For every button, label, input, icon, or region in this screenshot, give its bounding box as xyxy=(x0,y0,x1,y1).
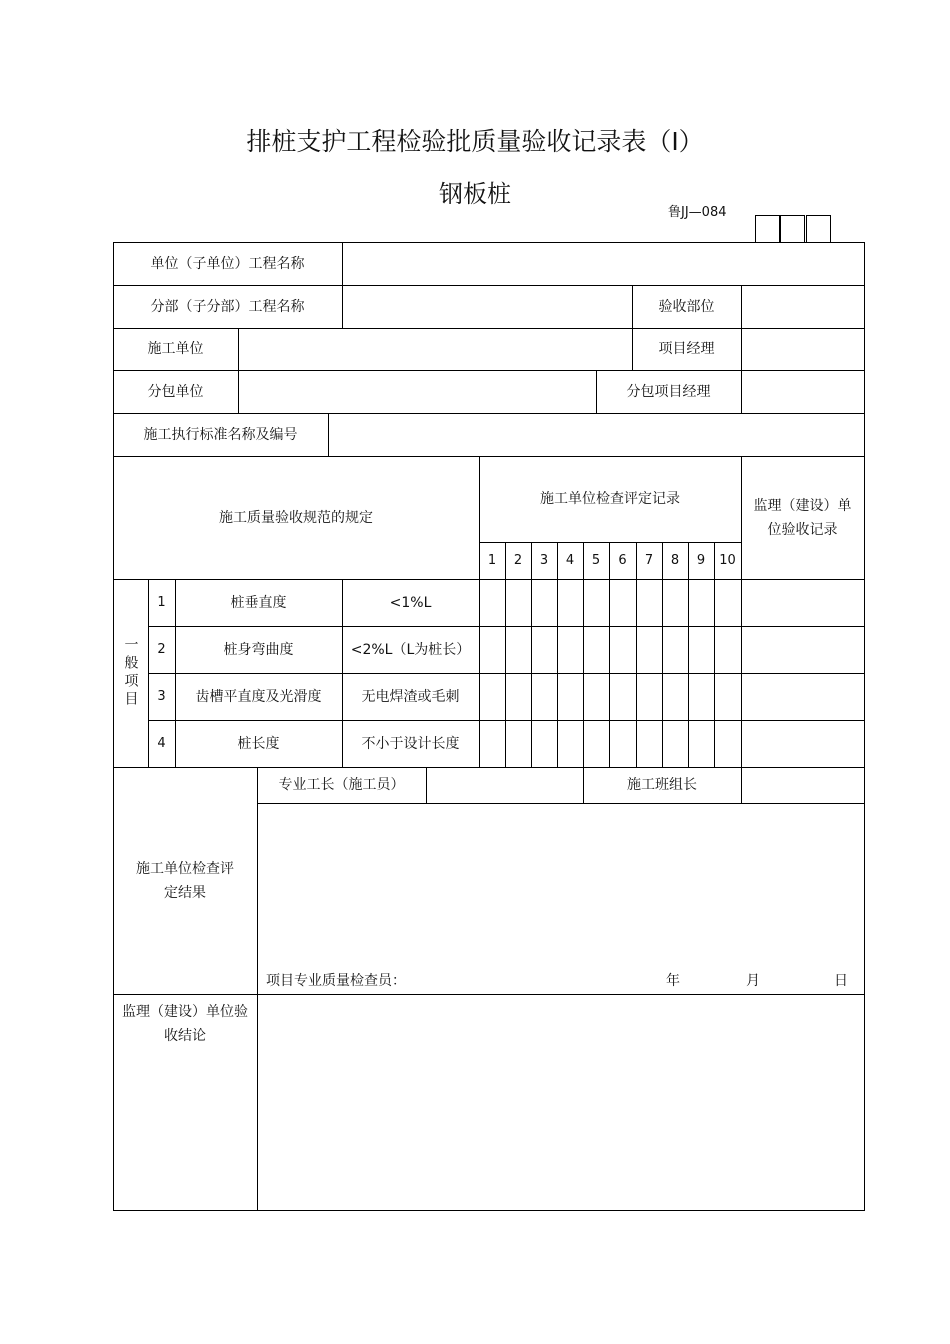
form-code: 鲁JJ—084 xyxy=(668,205,727,220)
record-cell[interactable] xyxy=(479,579,505,626)
record-cell[interactable] xyxy=(557,720,583,767)
column-number-7: 7 xyxy=(644,552,654,568)
supervision-cell[interactable] xyxy=(741,626,864,673)
record-cell[interactable] xyxy=(714,673,741,720)
item-name: 齿槽平直度及光滑度 xyxy=(195,688,322,705)
record-cell[interactable] xyxy=(662,626,688,673)
column-number-1: 1 xyxy=(487,552,497,568)
item-number: 4 xyxy=(157,735,166,751)
acceptance-part-field[interactable] xyxy=(741,285,864,328)
record-cell[interactable] xyxy=(714,720,741,767)
record-cell[interactable] xyxy=(662,673,688,720)
column-number-6: 6 xyxy=(618,552,627,568)
code-box-2[interactable] xyxy=(780,215,805,242)
item-standard: 不小于设计长度 xyxy=(361,735,460,752)
record-cell[interactable] xyxy=(636,626,662,673)
grid-line xyxy=(113,1210,865,1211)
month-label: 月 xyxy=(746,973,760,989)
item-standard: <1%L xyxy=(389,594,432,611)
code-box-1[interactable] xyxy=(755,215,780,242)
record-cell[interactable] xyxy=(714,626,741,673)
item-name: 桩垂直度 xyxy=(230,594,287,611)
column-number-2: 2 xyxy=(513,552,523,568)
record-cell[interactable] xyxy=(688,579,714,626)
record-cell[interactable] xyxy=(479,673,505,720)
grid-line xyxy=(864,242,865,1211)
column-number-4: 4 xyxy=(565,552,575,568)
day-label: 日 xyxy=(834,973,848,989)
sub-project-name-field[interactable] xyxy=(342,285,632,328)
column-number-3: 3 xyxy=(539,552,549,568)
subcontract-unit-field[interactable] xyxy=(238,370,596,413)
code-box-3[interactable] xyxy=(806,215,831,242)
item-name: 桩身弯曲度 xyxy=(223,641,294,658)
supervision-record-header: 监理（建设）单位验收记录 xyxy=(753,497,852,538)
item-number: 3 xyxy=(157,688,166,704)
year-label: 年 xyxy=(666,973,680,989)
standard-name-field[interactable] xyxy=(328,413,864,456)
column-number-8: 8 xyxy=(670,552,680,568)
record-cell[interactable] xyxy=(662,720,688,767)
subcontract-unit-label: 分包单位 xyxy=(147,383,204,400)
record-cell[interactable] xyxy=(505,579,531,626)
record-cell[interactable] xyxy=(531,673,557,720)
subcontract-manager-label: 分包项目经理 xyxy=(626,383,711,400)
record-cell[interactable] xyxy=(688,626,714,673)
record-cell[interactable] xyxy=(583,579,609,626)
record-cell[interactable] xyxy=(557,673,583,720)
conclusion-label: 监理（建设）单位验收结论 xyxy=(122,1004,248,1044)
general-items-category xyxy=(113,579,148,767)
record-cell[interactable] xyxy=(609,626,636,673)
record-cell[interactable] xyxy=(479,720,505,767)
conclusion-field[interactable] xyxy=(257,994,864,1210)
record-cell[interactable] xyxy=(505,673,531,720)
construction-unit-label: 施工单位 xyxy=(147,341,204,357)
record-cell[interactable] xyxy=(531,579,557,626)
record-cell[interactable] xyxy=(505,626,531,673)
item-standard: 无电焊渣或毛刺 xyxy=(361,688,460,705)
construction-unit-field[interactable] xyxy=(238,328,632,370)
project-manager-label: 项目经理 xyxy=(658,341,715,357)
record-cell[interactable] xyxy=(662,579,688,626)
record-cell[interactable] xyxy=(479,626,505,673)
record-cell[interactable] xyxy=(609,673,636,720)
unit-project-name-field[interactable] xyxy=(342,242,864,285)
inspection-record-header: 施工单位检查评定记录 xyxy=(540,491,680,507)
record-cell[interactable] xyxy=(583,626,609,673)
record-cell[interactable] xyxy=(636,720,662,767)
record-cell[interactable] xyxy=(557,579,583,626)
foreman-label: 专业工长（施工员） xyxy=(278,777,405,793)
item-number: 2 xyxy=(157,641,166,657)
column-number-10: 10 xyxy=(719,552,736,568)
team-leader-field[interactable] xyxy=(741,767,864,803)
column-number-9: 9 xyxy=(696,552,706,568)
acceptance-part-label: 验收部位 xyxy=(658,298,715,315)
record-cell[interactable] xyxy=(688,720,714,767)
record-cell[interactable] xyxy=(609,720,636,767)
subcontract-manager-field[interactable] xyxy=(741,370,864,413)
record-cell[interactable] xyxy=(583,720,609,767)
supervision-cell[interactable] xyxy=(741,579,864,626)
supervision-cell[interactable] xyxy=(741,720,864,767)
record-cell[interactable] xyxy=(714,579,741,626)
form-title: 排桩支护工程检验批质量验收记录表（Ⅰ） xyxy=(246,127,704,156)
result-label: 施工单位检查评定结果 xyxy=(136,860,234,901)
project-manager-field[interactable] xyxy=(741,328,864,370)
unit-project-name-label: 单位（子单位）工程名称 xyxy=(150,255,305,272)
standard-name-label: 施工执行标准名称及编号 xyxy=(143,426,298,443)
general-items-category-text: 一般项目 xyxy=(122,637,139,709)
record-cell[interactable] xyxy=(636,579,662,626)
record-cell[interactable] xyxy=(505,720,531,767)
item-number: 1 xyxy=(157,594,166,610)
record-cell[interactable] xyxy=(636,673,662,720)
record-cell[interactable] xyxy=(583,673,609,720)
record-cell[interactable] xyxy=(609,579,636,626)
item-name: 桩长度 xyxy=(237,735,280,752)
form-subtitle: 钢板桩 xyxy=(439,180,511,208)
column-number-5: 5 xyxy=(591,552,601,568)
inspector-label: 项目专业质量检查员： xyxy=(266,973,406,989)
item-standard: <2%L（L为桩长） xyxy=(350,641,471,658)
record-cell[interactable] xyxy=(531,626,557,673)
record-cell[interactable] xyxy=(557,626,583,673)
sub-project-name-label: 分部（子分部）工程名称 xyxy=(150,298,305,315)
team-leader-label: 施工班组长 xyxy=(627,777,697,793)
spec-rules-header: 施工质量验收规范的规定 xyxy=(219,509,373,526)
foreman-field[interactable] xyxy=(426,767,583,803)
result-field[interactable] xyxy=(257,803,864,963)
supervision-cell[interactable] xyxy=(741,673,864,720)
record-cell[interactable] xyxy=(688,673,714,720)
record-cell[interactable] xyxy=(531,720,557,767)
